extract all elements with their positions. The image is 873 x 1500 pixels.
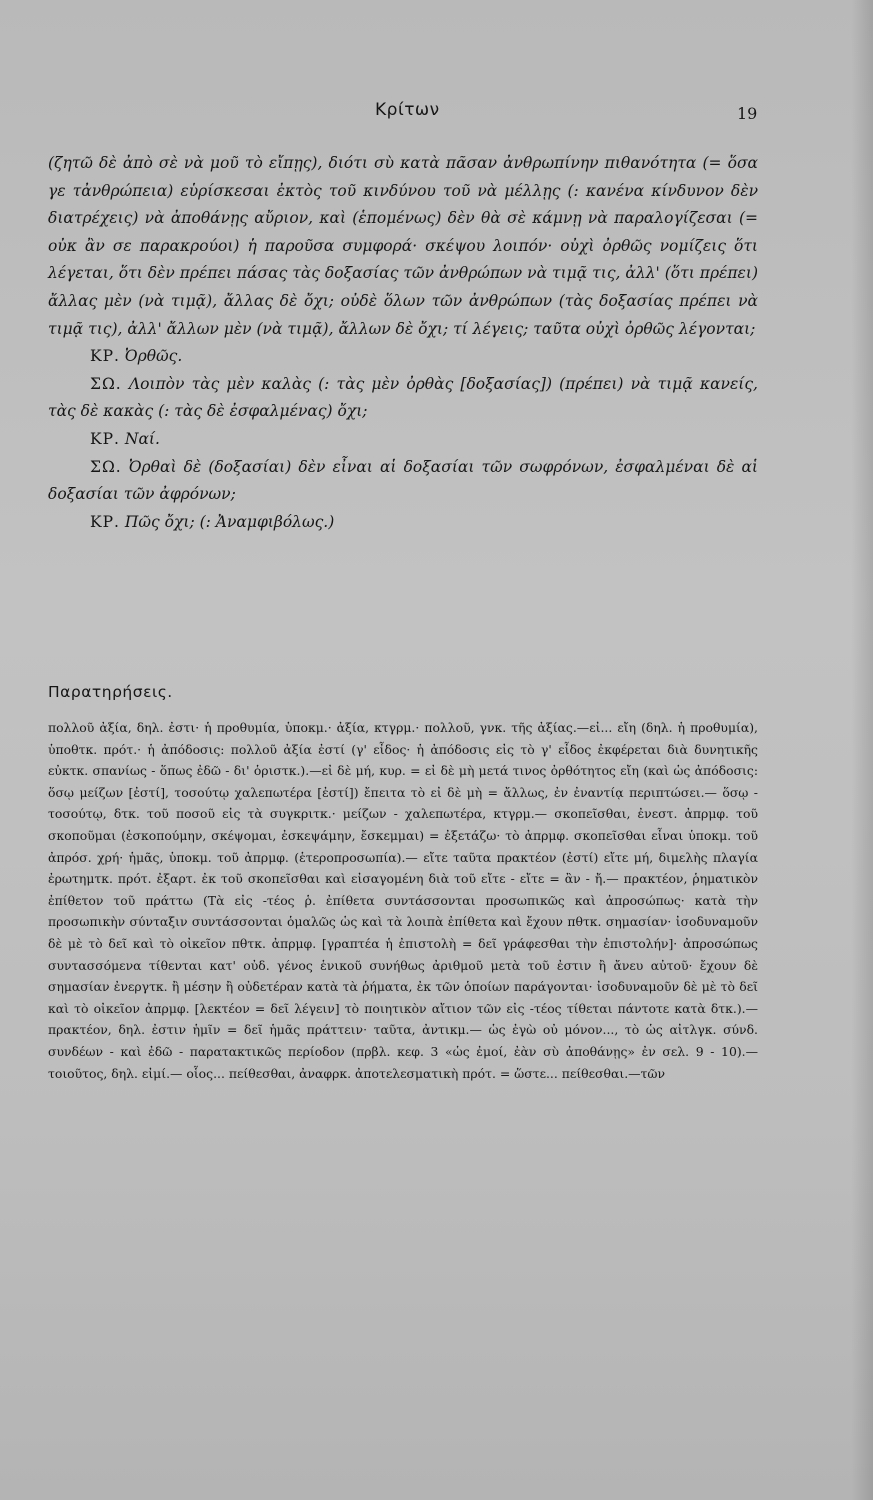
speaker-label: ΚΡ.: [90, 512, 120, 531]
dialogue-line: (ζητῶ δὲ ἀπὸ σὲ νὰ μοῦ τὸ εἴπῃς), διότι σὺ κατὰ πᾶσαν ἀνθρωπίνην πιθανότητα (= ὅσα γε τἀνθρώπεια) εὑρίσκεσαι ἐκτὸς τοῦ κινδύνου τοῦ νὰ μέλλῃς (: κανένα κίνδυνον δὲν διατρέχεις) νὰ ἀποθάνῃς αὔριον, καὶ (ἑπομένως) δὲν θὰ σὲ κάμνῃ νὰ παραλογίζεσαι (= οὐκ ἂν σε παρακρούοι) ἡ παροῦσα συμφορά· σκέψου λοιπόν· οὐχὶ ὀρθῶς νομίζεις ὅτι λέγεται, ὅτι δὲν πρέπει πάσας τὰς δοξασίας τῶν ἀνθρώπων νὰ τιμᾷ τις, ἀλλ' (ὅτι πρέπει) ἄλλας μὲν (νὰ τιμᾷ), ἄλλας δὲ ὄχι; οὐδὲ ὅλων τῶν ἀνθρώπων (τὰς δοξασίας πρέπει νὰ τιμᾷ τις), ἀλλ' ἄλλων μὲν (νὰ τιμᾷ), ἄλλων δὲ ὄχι; τί λέγεις; ταῦτα οὐχὶ ὀρθῶς λέγονται;: [48, 154, 758, 338]
dialogue-line: Λοιπὸν τὰς μὲν καλὰς (: τὰς μὲν ὀρθὰς [δοξασίας]) (πρέπει) νὰ τιμᾷ κανείς, τὰς δὲ κακὰς (: τὰς δὲ ἐσφαλμένας) ὄχι;: [48, 374, 758, 421]
page-number: 19: [737, 104, 758, 123]
speaker-label: ΣΩ.: [90, 457, 122, 476]
notes-heading: Παρατηρήσεις.: [48, 683, 173, 701]
speaker-label: ΚΡ.: [90, 347, 120, 366]
dialogue-line: Ὀρθαὶ δὲ (δοξασίαι) δὲν εἶναι αἱ δοξασίαι τῶν σωφρόνων, ἐσφαλμέναι δὲ αἱ δοξασίαι τῶν ἀφρόνων;: [48, 457, 758, 504]
dialogue-text: [48, 150, 758, 536]
dialogue-paragraph: [48, 454, 758, 509]
notes-paragraph: πολλοῦ ἀξία, δηλ. ἐστι· ἡ προθυμία, ὑποκμ.· ἀξία, κτγρμ.· πολλοῦ, γνκ. τῆς ἀξίας.—εἰ... εἴη (δηλ. ἡ προθυμία), ὑποθτκ. πρότ.· ἡ ἀπόδοσις: πολλοῦ ἀξία ἐστί (γ' εἶδος· ἡ ἀπόδοσις εἰς τὸ γ' εἶδος ἐκφέρεται διὰ δυνητικῆς εὐκτκ. σπανίως - ὅπως ἐδῶ - δι' ὁριστκ.).—εἰ δὲ μή, κυρ. = εἰ δὲ μὴ μετά τινος ὀρθότητος εἴη (καὶ ὡς ἀπόδοσις: ὅσῳ μείζων [ἐστί], τοσούτῳ χαλεπωτέρα [ἐστί]) ἔπειτα τὸ εἰ δὲ μὴ = ἄλλως, ἐν ἐναντίᾳ περιπτώσει.— ὅσῳ - τοσούτῳ, δτκ. τοῦ ποσοῦ εἰς τὰ συγκριτκ.· μείζων - χαλεπωτέρα, κτγρμ.— σκοπεῖσθαι, ἐνεστ. ἀπρμφ. τοῦ σκοποῦμαι (ἐσκοπούμην, σκέψομαι, ἐσκεψάμην, ἔσκεμμαι) = ἐξετάζω· τὸ ἀπρμφ. σκοπεῖσθαι εἶναι ὑποκμ. τοῦ ἀπρόσ. χρή· ἡμᾶς, ὑποκμ. τοῦ ἀπρμφ. (ἑτεροπροσωπία).— εἴτε ταῦτα πρακτέον (ἐστί) εἴτε μή, διμελὴς πλαγία ἐρωτημτκ. πρότ. ἐξαρτ. ἐκ τοῦ σκοπεῖσθαι καὶ εἰσαγομένη διὰ τοῦ εἴτε - εἴτε = ἂν - ἤ.— πρακτέον, ῥηματικὸν ἐπίθετον τοῦ πράττω (Τὰ εἰς -τέος ῥ. ἐπίθετα συντάσσονται προσωπικῶς καὶ ἀπροσώπως· κατὰ τὴν προσωπικὴν σύνταξιν συντάσσονται ὁμαλῶς ὡς καὶ τὰ λοιπὰ ἐπίθετα καὶ ἔχουν πθτκ. σημασίαν· ἰσοδυναμοῦν δὲ μὲ τὸ δεῖ καὶ τὸ οἰκεῖον πθτκ. ἀπρμφ. [γραπτέα ἡ ἐπιστολὴ = δεῖ γράφεσθαι τὴν ἐπιστολήν]· ἀπροσώπως συντασσόμενα τίθενται κατ' οὐδ. γένος ἑνικοῦ συνήθως ἀριθμοῦ μετὰ τοῦ ἐστιν ἢ ἄνευ αὐτοῦ· ἔχουν δὲ σημασίαν ἐνεργτκ. ἢ μέσην ἢ οὐδετέραν κατὰ τὰ ῥήματα, ἐκ τῶν ὁποίων παράγονται· ἰσοδυναμοῦν δὲ μὲ τὸ δεῖ καὶ τὸ οἰκεῖον ἀπρμφ. [λεκτέον = δεῖ λέγειν] τὸ ποιητικὸν αἴτιον τῶν εἰς -τέος τίθεται πάντοτε κατὰ δτκ.).— πρακτέον, δηλ. ἐστιν ἡμῖν = δεῖ ἡμᾶς πράττειν· ταῦτα, ἀντικμ.— ὡς ἐγὼ οὐ μόνον..., τὸ ὡς αἰτλγκ. σύνδ. συνδέων - καὶ ἐδῶ - παρατακτικῶς περίοδον (πρβλ. κεφ. 3 «ὡς ἐμοί, ἐὰν σὺ ἀποθάνῃς» ἐν σελ. 9 - 10).— τοιοῦτος, δηλ. εἰμί.— οἷος... πείθεσθαι, ἀναφρκ. ἀποτελεσματικὴ πρότ. = ὥστε... πείθεσθαι.—τῶν: [48, 720, 758, 1081]
dialogue-line: Πῶς ὄχι; (: Ἀναμφιβόλως.): [124, 512, 335, 531]
running-head: [0, 100, 873, 130]
dialogue-line: Ναί.: [124, 429, 160, 448]
running-title: Κρίτων: [375, 100, 440, 120]
notes-body: [48, 717, 758, 1084]
dialogue-paragraph: [48, 371, 758, 426]
dialogue-line: Ὀρθῶς.: [124, 347, 183, 366]
dialogue-paragraph: [48, 343, 758, 371]
dialogue-paragraph: [48, 509, 758, 537]
speaker-label: ΚΡ.: [90, 429, 120, 448]
dialogue-paragraph: [48, 150, 758, 343]
speaker-label: ΣΩ.: [90, 374, 122, 393]
dialogue-paragraph: [48, 426, 758, 454]
